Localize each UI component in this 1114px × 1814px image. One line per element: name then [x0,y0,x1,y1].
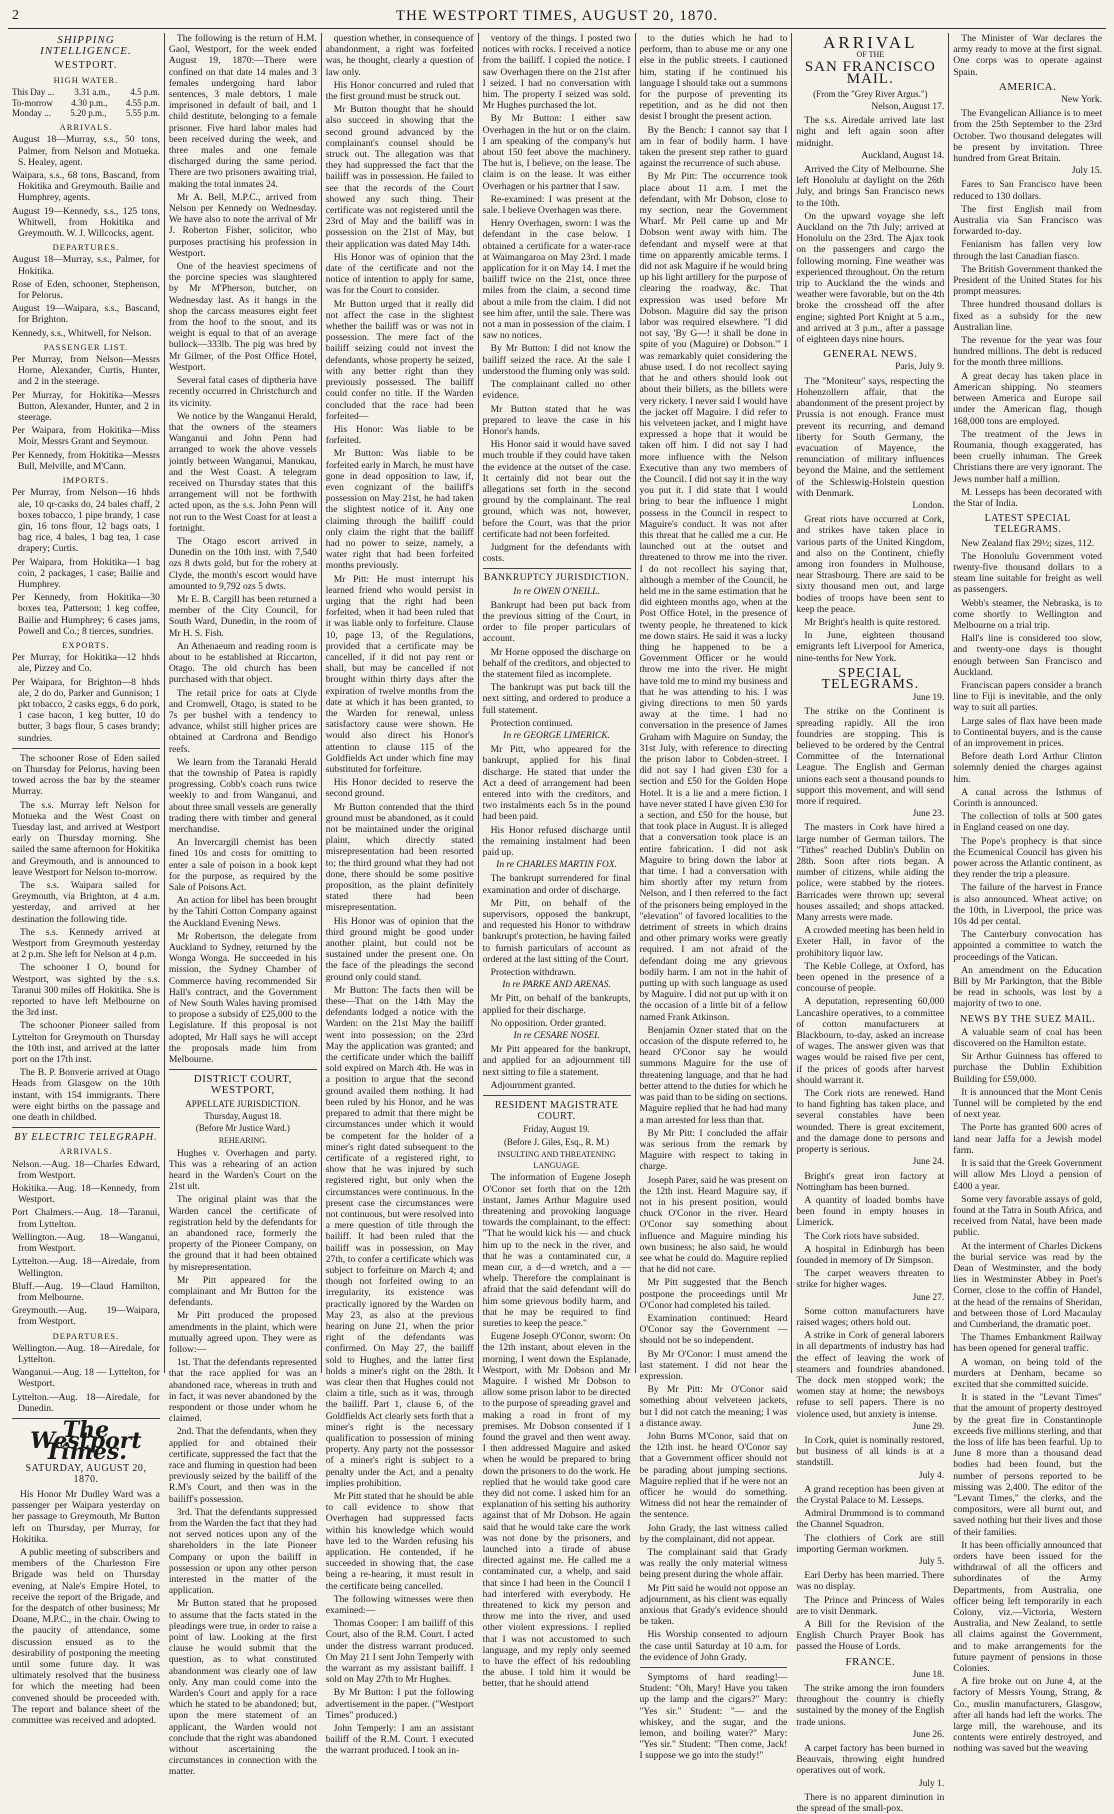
news-paragraph: It is said that the Greek Government will allow Mrs Lloyd a pension of £400 a year. [953,1158,1102,1192]
dateline: June 19. [912,693,945,704]
court-paragraph: Mr Button stated that he was prepared to leave the case in his Honor's hands. [482,403,631,437]
news-paragraph: Mr Robertson, the delegate from Auckland to Sydney, returned by the Wonga Wonga. He succeeded in his mission, the Sydney Chamber of Commerce having recommended Sir Hall's contract, and the Government of New South Wales having promised to propose a subsidy of £25,000 to the Legislature. If this proposal is not adopted, Mr Hall says he will accept the proposals made him from Melbourne. [168,930,317,1066]
page-title: THE WESTPORT TIMES, AUGUST 20, 1870. [395,7,719,24]
court-paragraph: His Worship consented to adjourn the case until Saturday at 10 a.m. for the evidence of John Grady. [639,1629,788,1663]
news-paragraph: The failure of the harvest in France is also announced. Wheat active; on the 10th, in Liverpool, the price was 10s 4d per cental. [953,882,1102,928]
rm-court-date: Friday, August 19. [523,1124,590,1135]
news-paragraph: The schooner I O, bound for Westport, was sighted by the s.s. Taranui 300 miles off Hokitika. She is reported to have left Melbourne on the 3rd inst. [12,962,160,1019]
news-paragraph: The Prince and Princess of Wales are to visit Denmark. [796,1594,945,1617]
court-paragraph: His Honor said it would have saved much trouble if they could have taken the evidence at the outset of the case. It certainly did not bear out the allegations set forth in the second ground by the complainant. The real ground, which was not, however, before the Court, was that the prior certificate had not been forfeited. [482,439,631,540]
court-paragraph: Bankrupt had been put back from the previous sitting of the Court, in order to file proper particulars of account. [482,599,631,645]
case-title: In re CHARLES MARTIN FOX. [496,860,617,871]
news-paragraph: In Cork, quiet is nominally restored, but business of all kinds is at a standstill. [796,1434,945,1469]
france-heading: FRANCE. [845,1655,896,1668]
suez-mail-heading: NEWS BY THE SUEZ MAIL. [960,1013,1096,1025]
court-paragraph: The information of Eugene Joseph O'Conor set forth that on the 12th instant, James Arthur Maguire used threatening and provoking language towards the complainant, to the effect: "That he would kick his — and chuck him up to the neck in the river, and that he was a contaminated cur, a mean cur, a d—d wretch, and a — whelp. Therefore the complainant is afraid that the said defendant will do him some grievous bodily harm, and that he may be required to find sureties to keep the peace." [482,1172,631,1329]
court-paragraph: 1st. That the defendants represented that the race applied for was an abandoned race, whereas in truth and in fact, it was never abandoned by the respondent or those under whom he claimed. [168,1357,317,1425]
news-paragraph: The s.s. Kennedy arrived at Westport from Greymouth yesterday at 2 p.m. She left for Nelson at 4 p.m. [12,926,160,961]
dateline: June 24. [912,1157,945,1168]
list-item: Waipara, s.s., 68 tons, Bascand, from Hokitika and Greymouth. Bailie and Humphrey, agents. [12,170,160,204]
news-paragraph: The treatment of the Jews in Roumania, though exaggerated, has been cruelly inhuman. The Greek Christians there are very ignorant. The Jews number half a million. [953,428,1102,485]
news-paragraph: Admiral Drummond is to command the Channel Squadron. [796,1508,945,1531]
court-paragraph: Mr Button contended that the third ground must be abandoned, as it could not be maintained under the original plaint, which directly stated misrepresentation had been resorted to; the third ground what they had not done, there should be some positive proposition, as the plaint definitely stated there had been misrepresentation. [325,801,474,914]
news-paragraph: The "Moniteur" says, respecting the Hohenzollern affair, that the abandonment of the present project by Prussia is not enough. France must prevent its recurring, and demand liberty for South Germany, the evacuation of Mayence, the renunciation of military influences beyond the Maine, and the settlement of the Schleswig-Holstein question with Denmark. [796,375,945,499]
telegraph-departures-list [12,1343,160,1414]
anecdote-paragraph: Symptoms of hard reading!—Student: "Oh, Mary! Have you taken up the lamp and the cigars?" Mary: "Yes sir." Student: "— and the whiskey, and the sugar, and the lemon, and boiling water?" Mary: "Yes sir." Student: "Then come, Jack! I suppose we go into the study!" [639,1672,788,1762]
court-paragraph: His Honor was of opinion that the date of the certificate and not the notice of intention to apply for same, was for the Court to consider. [325,251,474,297]
list-item: Wanganui.—Aug. 18 — Lyttelton, for Westport. [12,1367,160,1390]
news-paragraph: The strike on the Continent is spreading rapidly. All the iron foundries are stopping. This is believed to be ordered by the Central Committee of the International League. The English and German unions each sent a thousand pounds to support this movement, and will send more if required. [796,706,945,807]
list-item: Kennedy, s.s., Whitwell, for Nelson. [12,327,152,339]
case-title: In re GEORGE LIMERICK. [503,730,610,741]
news-paragraph: The Pope's prophecy is that since the Ecumenical Council has given his power across the Atlantic continent, as they render the trip a pleasure. [953,835,1102,881]
column-1 [8,33,165,1727]
court-paragraph: Mr Pitt produced the proposed amendments in the plaint, which were mutually agreed upon. They were as follow:— [168,1310,317,1355]
list-item: Per Kennedy, from Hokitika—Messrs Bull, Melville, and M'Cann. [12,449,160,472]
court-paragraph: The bankrupt surrendered for final examination and order of discharge. [482,873,631,896]
news-paragraph: Bright's great iron factory at Nottingham has been burned. [796,1170,945,1193]
court-paragraph: The bankrupt was put back till the next sitting, and ordered to produce a full statement. [482,682,631,716]
source-line: (From the "Grey River Argus.") [813,88,928,99]
news-paragraph: The Porte has granted 600 acres of land near Jaffa for a Jewish model farm. [953,1122,1102,1156]
list-item: Per Murray, from Nelson—Messrs Horne, Alexander, Curtis, Hunter, and 2 in the steerage. [12,354,160,388]
list-item: Wellington.—Aug. 18—Airedale, for Lyttelton. [12,1342,160,1365]
court-paragraph: Mr Button urged that it really did not affect the case in the slightest whether the bailiff was or was not in possession. The mere fact of the bailiff seizing could not invest the defendants, whose property he seized, with any better right than they previously possessed. The bailiff could confer no title. If the Warden concluded that the race had been forfeited— [325,298,474,422]
dateline: July 4. [918,1470,945,1481]
bankruptcy-heading: BANKRUPTCY JURISDICTION. [483,573,630,584]
news-paragraph: Mr E. B. Cargill has been returned a member of the City Council, for South Ward, Dunedin, in the room of Mr H. S. Fish. [168,593,317,639]
dateline: July 5. [918,1557,945,1567]
general-news-heading: GENERAL NEWS. [823,348,918,361]
news-paragraph: A fire broke out on June 4, at the factory of Messrs Young, Strang, & Co., muslin manufacturers, Glasgow, after all hands had left the works. The large mill, the warehouse, and its contents were entirely destroyed, and nothing was saved but the weaving [953,1676,1102,1755]
court-paragraph: Protection withdrawn. [490,967,576,979]
court-paragraph: ventory of the things. I posted two notices with rocks. I received a notice from the bailiff. I copied the notice. I saw Overhagen there on the 21st after I seized. I had no conversation with him. The property I seized was sold. Mr Hughes purchased the lot. [482,33,631,112]
imports-list [12,487,160,637]
special-telegrams-heading: SPECIAL TELEGRAMS. [821,665,920,692]
case-title: In re CESARE NOSEI. [513,1031,600,1042]
court-paragraph: Re-examined: I was present at the sale. I believe Overhagen was there. [482,193,631,217]
column-4 [479,33,636,1690]
news-paragraph: The schooner Rose of Eden sailed on Thursday for Pelorus, having been towed across the bar by the steamer Murray. [12,752,160,798]
list-item: Bluff.—Aug. 19—Claud Hamilton, from Melbourne. [12,1280,160,1303]
court-paragraph: John Burns M'Conor, said that on the 12th inst. he heard O'Conor say that a Government officer should not be parading about jumping sections. Maguire replied that if he were not an officer he would do something. Witness did not hear the remainder of the sentence. [639,1430,788,1521]
court-paragraph: Mr Pitt stated that he should be able to call evidence to show that Overhagen had suppressed facts within his knowledge which would have led to the Warden refusing his application. He contended, if he succeeded in showing that, the case being a re-hearing, it must result in the certificate being cancelled. [325,1491,474,1592]
list-item: Lyttelton.—Aug. 18—Airedale, from Wellington. [12,1256,160,1279]
list-item: Port Chalmers.—Aug. 18—Taranui, from Lyttelton. [12,1207,160,1230]
court-paragraph: Mr Pitt suggested that the Bench postpone the proceedings until Mr O'Conor had completed his tailed. [639,1277,788,1311]
tide-row: Monday ... 5.20 p.m., 5.55 p.m. [12,108,160,119]
news-paragraph: Some very favorable assays of gold, found at the Tatra in South Africa, and received from Natal, have been made public. [953,1193,1102,1239]
news-paragraph: An action for libel has been brought by the Tahiti Cotton Company against the Auckland Evening News. [168,895,317,929]
imports-heading: IMPORTS. [62,475,110,486]
court-paragraph: question whether, in consequence of abandonment, a right was forfeited was, he thought, clearly a question of law only. [325,33,474,78]
court-paragraph: The complainant said that Grady was really the only material witness being present during the whole affair. [639,1547,788,1581]
dateline: July 1. [918,1778,945,1789]
news-paragraph: A carpet factory has been burned in Beauvais, throwing eight hundred operatives out of work. [796,1743,945,1777]
list-item: Greymouth.—Aug. 19—Waipara, from Westport. [12,1305,160,1328]
news-paragraph: Earl Derby has been married. There was no display. [796,1570,945,1593]
news-paragraph: The following is the return of H.M. Gaol, Westport, for the week ended August 19, 1870:—There were confined on that date 14 males and 3 females undergoing hard labor sentences, 3 male debtors, 1 male imprisoned in default of bail, and 1 child destitute, belonging to a female prisoner. Five hard labor males had been received during the week, and three males and one female discharged during the same period. There are two prisoners awaiting trial, making the total inmates 24. [168,33,317,190]
court-subheading: APPELLATE JURISDICTION. [185,1098,301,1109]
list-item: Hokitika.—Aug. 18—Kennedy, from Westport. [12,1183,160,1206]
dateline: July 15. [1071,166,1102,177]
list-item: Wellington.—Aug. 18—Wanganui, from Westport. [12,1231,160,1255]
court-paragraph: Mr Pitt appeared for the complainant and Mr Button for the defendants. [168,1274,317,1309]
news-paragraph: A Bill for the Revision of the English Church Prayer Book has passed the House of Lords. [796,1619,945,1653]
dateline: June 27. [912,1292,945,1303]
rm-court-before: (Before J. Giles, Esq., R. M.) [503,1136,610,1147]
column-5 [636,33,793,1762]
high-water-heading: HIGH WATER. [53,74,119,85]
column-3 [322,33,479,1757]
court-paragraph: Mr Horne opposed the discharge on behalf of the creditors, and objected to the statement filed as incomplete. [482,646,631,680]
list-item: Rose of Eden, schooner, Stephenson, for Pelorus. [12,278,160,302]
court-paragraph: By Mr Pitt: The occurrence took place about 11 a.m. I met the defendant, with Mr Dobson, close to my section, near the Government Wharf. Mr Pell came up and Mr Dobson went away with him. The defendant and myself were at that time on apparently amicable terms. I did not ask Maguire if he would bring up his light artillery for the purpose of clearing the roadway, &c. That expression was used before Mr Dobson. Maguire did say the prison labor was required elsewhere. "I did not say, 'By G—! it shall be done in spite of you (Maguire) or Dobson.'" I was remarkably quiet considering the abuse used. I do not recollect saying that he and others should look out about their billets, as the billets were very rickety. I never said I would have the jacket off Maguire. I did refer to his velveteen jacket, and I might have expressed a hope that it would be taken off him. I did not say I had more influence with the Nelson Executive than any two members of the Council. I did not say it in the way you put it. I did state that I would bring to bear the influence I might possess in the Council in respect to Maguire's conduct. It was not after this threat that he called me a cur. He launched out at the outset and threatened to throw me into the river. I do not recollect his saying that, although a member of the Council, he held me in the same estimation that he did eighteen months ago, when at the Post Office Hotel, in the presence of twenty people, he threatened to kick me down stairs. He said it was a lucky thing he happened to be a Government Officer or he would throw me into the river. He might have told me to mind my business and that he was attending to his. I was giving directions to men 50 yards away at the time. I had no conversation in the presence of James Graham with Maguire on Sunday, the 31st July, with reference to directing the prison labor to Cobden-street. I did not say I had given £30 for a section and £50 for the Golden Hope Hotel. It is a lie and a mere fiction. I have never stated I have given £30 for a section, and £50 for the house, but that took place in August. It is alleged that a conversation took place is an entire fabrication. I did not ask Maguire to bring down the labor at that time. I had a conversation with him shortly after my return from Nelson, and I then referred to the fact of the prisoners being employed in the "elevation" of favored localities to the detriment of streets in which drains and other primary works were greatly required. I am not afraid of the defendant doing me any grievous bodily harm. I am not in the habit of putting up with such language as used by Maguire. I did not put up with it on the occasion of a little bit of a fellow named Frank Atkinson. [639,171,788,1023]
court-paragraph: Mr Pitt, on behalf of the supervisors, opposed the bankrupt, and requested his Honor to withdraw bankrupt's protection, he having failed to furnish particulars of account as ordered at the last sitting of the Court. [482,897,631,965]
newspaper-nameplate: The Westport Times. [30,1416,142,1466]
news-paragraph: The Thames Embankment Railway has been opened for general traffic. [953,1332,1102,1355]
of-the-label: OF THE [856,50,885,60]
court-paragraph: No opposition. Order granted. [490,1017,606,1029]
news-paragraph: The schooner Pioneer sailed from Lyttelton for Greymouth on Thursday the 10th inst, and arrived at the latter port on the 17th inst. [12,1020,160,1066]
court-paragraph: Eugene Joseph O'Conor, sworn: On the 12th instant, about eleven in the morning, I went down the Esplanade, Westport, with Mr Dobson and Mr Maguire. I wished Mr Dobson to allow some prison labor to be directed to the purpose of spreading gravel and making a road in front of my premises. Mr Dobson consented if I found the gravel and then went away. I then addressed Maguire and asked when he would be prepared to bring down the prisoners to do the work. He replied that he would take good care they did not come. I asked him for an explanation of his setting his authority against that of Mr Dobson. He again said that he would take care the work was not done by the prisoners, and launched into a tirade of abuse directed against me. He called me a contaminated cur, a whelp, and said that since I had been in the Council I had interfered with everybody. He threatened to kick my person and throw me into the river, and used other violent expressions. I replied that I was not accustomed to such language, and my reply only seemed to have the effect of his redoubling the abuse. I told him it would be better, that he should attend [482,1331,631,1690]
news-paragraph: A canal across the Isthmus of Corinth is announced. [953,786,1102,809]
passenger-list-heading: PASSENGER LIST. [43,341,129,352]
news-paragraph: The s.s. Airedale arrived late last night and left again soon after midnight. [796,115,945,149]
news-paragraph: Some cotton manufacturers have raised wages; others hold out. [796,1305,945,1328]
court-paragraph: to the duties which he had to perform, than to abuse me or any one else in the public streets. I cautioned him, stating if he continued his language I should take out a summons for the purpose of preventing its repetition, and as he did not then desist I brought the present action. [639,33,788,123]
section-heading: SHIPPING INTELLIGENCE. [40,34,132,58]
news-paragraph: Hall's line is considered too slow, and twenty-one days is thought enough between San Francisco and Auckland. [953,633,1102,678]
news-paragraph: The clothiers of Cork are still importing German workmen. [796,1532,945,1555]
court-paragraph: John Temperly: I am an assistant bailiff of the R.M. Court. I executed the warrant produced. I took an in- [325,1723,474,1757]
news-paragraph: The s.s. Murray left Nelson for Motueka and the West Coast on Tuesday last, and arrived at Westport early on Thursday morning. She sailed the same afternoon for Hokitika and Greymouth, and is announced to leave Westport for Nelson to-morrow. [12,799,160,878]
court-paragraph: John Grady, the last witness called by the complainant, did not appear. [639,1522,788,1545]
court-case-type: REHEARING. [218,1136,267,1146]
mail-heading: SAN FRANCISCO MAIL. [804,59,936,87]
news-paragraph: A quantity of loaded bombs have been found in empty houses in Limerick. [796,1194,945,1229]
news-paragraph: An Invercargill chemist has been fined 10s and costs for omitting to enter a sale of poison in a book kept for the purpose, as required by the Sale of Poisons Act. [168,837,317,894]
court-paragraph: By Mr Button: I put the following advertisement in the paper. ("Westport Times" produced.) [325,1687,474,1721]
news-paragraph: The Cork riots have subsided. [804,1230,920,1242]
news-paragraph: The revenue for the year was four hundred millions. The debt is reduced for the month three millions. [953,335,1102,369]
news-paragraph: Franciscan papers consider a branch line to Fiji is inevitable, and the only way to suit all parties. [953,679,1102,714]
news-paragraph: Before death Lord Arthur Clinton solemnly denied the charges against him. [953,751,1102,785]
court-date: Thursday, August 18. [204,1110,282,1121]
news-paragraph: A hospital in Edinburgh has been founded in memory of Dr Simpson. [796,1243,945,1266]
exports-list [12,652,160,744]
news-paragraph: An Athenaeum and reading room is about to be established at Riccarton, Otago. The old church has been purchased with that object. [168,640,317,686]
list-item: Per Waipara, for Brighton—8 hhds ale, 2 do do, Parker and Gunnison; 1 pkt tobacco, 2 casks eggs, 6 do pork, 1 case bacon, 1 keg butter, 10 do butter, 3 bags flour, 5 cases brandy; sundries. [12,676,160,744]
news-paragraph: The B. P. Bonverie arrived at Otago Heads from Glasgow on the 10th instant, with 154 immigrants. There were eight births on the passage and one death in childbed. [12,1067,160,1124]
news-paragraph: The Cork riots are renewed. Hand to hand fighting has taken place, and several constables have been wounded. There is great excitement, and the damage done to persons and property is serious. [796,1088,945,1156]
court-paragraph: Protection continued. [490,717,573,729]
news-paragraph: New Zealand flax 29½; sizes, 112. [961,537,1095,549]
list-item: Nelson.—Aug. 18—Charles Edward, from Westport. [12,1158,160,1181]
telegraph-departures-heading: DEPARTURES. [52,1330,120,1341]
court-paragraph: 2nd. That the defendants, when they applied for and obtained their certificate, suppressed the fact that the race and fluming in question had been previously seized by the bailiff of the R.M's Court, and then was in the bailiff's possession. [168,1426,317,1505]
america-heading: AMERICA. [998,80,1057,93]
news-paragraph: We notice by the Wanganui Herald, that the owners of the steamers Wanganui and John Penn had arranged to work the above vessels jointly between Wanganui, Manukau, and the West Coast. A telegram received on Thursday states that this arrangement will not be forthwith acted upon, as the s.s. John Penn will not run to the West Coast for at least a fortnight. [168,410,317,534]
arrivals-list [12,134,160,239]
court-paragraph: By Mr O'Conor: I must amend the last statement. I did not hear the expression. [639,1348,788,1382]
court-paragraph: The following witnesses were then examined:— [325,1593,474,1617]
dateline: London. [912,500,945,511]
news-paragraph: At the interment of Charles Dickens the burial service was read by the Dean of Westminster, and the body lies in Westminster Abbey in Poet's Corner, close to the coffin of Handel, at the head of the remains of Sheridan, and between those of Lord Macaulay and Cumberland, the dramatic poet. [953,1240,1102,1330]
court-heading: DISTRICT COURT, WESTPORT, [193,1073,292,1097]
list-item: Per Waipara, from Hokitika—Miss Moir, Messrs Grant and Seymour. [12,425,160,448]
news-paragraph: A grand reception has been given at the Crystal Palace to M. Lesseps. [796,1483,945,1506]
dateline: June 26. [912,1729,945,1740]
court-paragraph: By Mr Pitt: I concluded the affair was serious from the remark by Maguire with respect to taking in charge. [639,1127,788,1173]
court-paragraph: Thomas Cooper: I am bailiff of this Court, also of the R.M. Court. I acted under the distress warrant produced. On May 21 I sent John Temperly with the warrant as my assistant bailiff. I sold on May 27th to Mr Hughes. [325,1618,474,1686]
news-paragraph: There is no apparent diminution in the spread of the small-pox. [796,1791,945,1814]
arrivals-heading: ARRIVALS. [59,122,113,133]
list-item: Lyttelton.—Aug. 18—Airedale, for Dunedin. [12,1391,160,1414]
news-paragraph: Three hundred thousand dollars is fixed as a subsidy for the new Australian line. [953,299,1102,333]
latest-telegrams-heading: LATEST SPECIAL TELEGRAMS. [984,513,1071,536]
court-paragraph: His Honor: Was liable to be forfeited. [325,423,474,447]
court-paragraph: Adjournment granted. [490,1079,576,1091]
news-paragraph: Sir Arthur Guinness has offered to purchase the Dublin Exhibition Building for £59,000. [953,1051,1102,1085]
news-paragraph: The masters in Cork have hired a large number of German tailors. The "Tithes" reached Dublin's Dublin on 28th. Soon after riots began. A number of citizens, while aiding the police, were stabbed by the rioters. Barricades were thrown up; several houses assailed; and shops attacked. Many arrests were made. [796,822,945,924]
rm-court-heading: RESIDENT MAGISTRATE COURT. [494,1100,619,1123]
port-heading: WESTPORT. [54,60,118,72]
court-paragraph: His Honor refused discharge until the remaining instalment had been paid up. [482,824,631,859]
arrival-heading: ARRIVAL [823,33,918,52]
court-paragraph: By Mr Button: I did not know the bailiff seized the race. At the sale I understood the fluming only was sold. [482,343,631,377]
dateline: New York. [1061,95,1102,106]
court-paragraph: Mr Button: The facts then will be these—That on the 14th May the defendants lodged a notice with the Warden: on the 21st May the bailiff went into possession; on the 23rd May the application was granted; and the certificate under which the bailiff sold expired on March 4th. He was in a position to argue that the second ground availed them nothing. It had been ruled by his Honor, and he was prepared to admit that there might be circumstances under which it would be competent for the holder of a miner's right dated subsequent to the certificate of a registered right, to show that he was injured by such registered right, but only when the circumstances were continuous. In the present case the circumstances were not continuous, but were resolved into a mere question of title through the bailiff. It had been ruled that the bailiff was in possession, on May 27th, to confer a certificate which was subject to forfeiture on March 4; and though not forfeited owing to an irregularity, its existence was practically ignored by the Warden on May 23, as also at the previous hearing on June 21, when the prior right of the defendants was confirmed. On May 27, the bailiff sold to Hughes, and the latter first holds a miner's right on the 28th. It was clear then that Hughes could not claim a title, such as it was, through the bailiff. Part 1, clause 6, of the Goldfields Act clearly sets forth that a miner's right is the necessary qualification to possession of mining property. Any party not the possessor of a miner's right is subject to a penalty under the Act, and a penalty implies prohibition. [325,984,474,1489]
news-paragraph: The Evangelican Alliance is to meet from the 25th September to the 23rd October. Two thousand delegates will be present by invitation. Three hundred from Great Britain. [953,108,1102,165]
court-paragraph: By the Bench: I cannot say that I am in fear of bodily harm. I have taken the present step rather to guard against the recurrence of such abuse. [639,124,788,170]
news-paragraph: The strike among the iron founders throughout the country is chiefly sustained by the money of the English trade unions. [796,1683,945,1728]
court-paragraph: Judgment for the defendants with costs. [482,541,631,565]
news-paragraph: The s.s. Waipara sailed for Greymouth, via Brighton, at 4 a.m. yesterday, and arrived at her destination the following tide. [12,880,160,925]
news-paragraph: It has been officially announced that orders have been issued for the withdrawal of all the officers and subordinates of the Army Departments, from Australia, one officer being left temporarily in each Colony, viz.—Victoria, Western Australia, and New Zealand, to settle all claims against the Government, and to make arrangements for the future payment of pensions in those Colonies. [953,1539,1102,1675]
court-paragraph: Mr Pitt, on behalf of the bankrupts, applied for their discharge. [482,993,631,1016]
list-item: August 19—Kennedy, s.s., 125 tons, Whitwell, from Hokitika and Greymouth. W. J. Willcocks, agent. [12,205,160,240]
telegraph-arrivals-heading: ARRIVALS. [59,1146,113,1157]
court-paragraph: Benjamin Ozner stated that on the occasion of the dispute referred to, he heard O'Conor say he would summons Maguire for the use of threatening language, and that he had better attend to the duties for which he was paid than to be siding on sections. Maguire replied that he had had many a man arrested for less than that. [639,1024,788,1126]
list-item: August 18—Murray, s.s., Palmer, for Hokitika. [12,254,160,277]
list-item: Per Murray, from Nelson—16 hhds ale, 10 qr-casks do, 24 bales chaff, 2 boxes tobacco, 1 pipe brandy, 1 case gin, 16 tons flour, 12 bags oats, 1 bag rice, 4 bales, 1 bag tea, 1 case drapery; Curtis. [12,487,160,555]
column-6 [792,33,949,1814]
column-2 [165,33,322,1778]
leader-paragraph: A public meeting of subscribers and members of the Charleston Fire Brigade was held on Thursday evening, at Nale's Empire Hotel, to receive the report of the Brigade, and for the despatch of other business; Mr Doane, M.P.C., in the chair. Owing to the paucity of attendance, some discussion ensued as to the desirability of postponing the meeting until some future day. It was ultimately resolved that the business for which the meeting had been convened should be proceeded with. The report and balance sheet of the committee was received and adopted. [12,1546,160,1727]
court-paragraph: Joseph Parer, said he was present on the 12th inst. Heard Maguire say, if not in his present position, would chuck O'Conor in the river. Heard O'Conor say something about influence and Maguire minding his own business; he also said, he would see what he could do. Maguire replied that he did not care. [639,1174,788,1276]
list-item: August 18—Murray, s.s., 50 tons, Palmer, from Nelson and Motueka. S. Healey, agent. [12,134,160,168]
list-item: Per Waipara, from Hokitika—1 bag coin, 2 packages, 1 case; Bailie and Humphrey. [12,556,160,590]
page-number: 2 [12,8,19,23]
news-paragraph: Great riots have occurred at Cork, and strikes have taken place in various parts of the United Kingdom, and also on the Continent, chiefly among iron founders in Mulhouse, near Strasbourg. There are said to be sixty thousand men out, and large bodies of troops have been sent to keep the peace. [796,514,945,615]
passenger-list [12,354,160,472]
court-paragraph: Mr Button: Was liable to be forfeited early in March, he must have gone in dead opposition to law, if, even cognizant of the bailiff's possession on May 21st, he had taken the slightest notice of it. Any one claiming through the bailiff could only claim the right that the bailiff had no power to seize, namely, a water right that had been forfeited months previously. [325,448,474,572]
court-paragraph: 3rd. That the defendants suppressed from the Warden the fact that they had not served notices upon any of the shareholders in the late Pioneer Company or upon the bailiff in possession or upon any other person interested in the matter of the application. [168,1506,317,1597]
dateline: June 23. [912,809,945,820]
court-paragraph: Mr Pitt, who appeared for the bankrupt, applied for his final discharge. He stated that under the Act a deed of arrangement had been entered into with the creditors, and two instalments each 5s in the pound had been paid. [482,744,631,823]
news-paragraph: We learn from the Taranaki Herald that the township of Patea is rapidly progressing. Cobb's coach runs twice weekly to and from Wanganui, and about three small vessels are generally trading there with timber and general merchandise. [168,756,317,836]
news-paragraph: An amendment on the Education Bill by Mr Parkington, that the Bible be read in schools, was lost by a majority of two to one. [953,964,1102,1010]
tide-row: This Day ... 3.31 a.m., 4.5 p.m. [12,86,160,97]
list-item: August 19—Waipara, s.s., Bascand, for Brighton. [12,303,160,326]
court-paragraph: Mr Pitt appeared for the bankrupt, and applied for an adjournment till next sitting to file a statement. [482,1044,631,1078]
court-paragraph: The complainant called no other evidence. [482,379,631,402]
news-paragraph: A crowded meeting has been held in Exeter Hall, in favor of the prohibitory liquor law. [796,925,945,959]
news-paragraph: The Canterbury convocation has appointed a committee to watch the proceedings of the Vatican. [953,929,1102,963]
leader-paragraph: His Honor Mr Dudley Ward was a passenger per Waipara yesterday on her passage to Greymouth, Mr Button left on Thursday, per Murray, for Hokitika. [12,1488,160,1545]
news-paragraph: It is announced that the Mont Cenis Tunnel will be completed by the end of next year. [953,1086,1102,1121]
news-paragraph: The British Government thanked the President of the United States for his prompt measures. [953,263,1102,298]
news-paragraph: The collection of tolls at 500 gates in England ceased on one day. [953,811,1102,834]
court-paragraph: His Honor concurred and ruled that the first ground must be struck out. [325,79,474,103]
news-paragraph: A woman, on being told of the murders at Denham, became so excited that she committed suicide. [953,1356,1102,1390]
dateline: June 29. [912,1421,945,1432]
departures-heading: DEPARTURES. [52,242,120,253]
court-paragraph: The original plaint was that the Warden cancel the certificate of registration held by the defendants for an abandoned race, formerly the property of the Pioneer Company, on the ground that it had been obtained by misrepresentation. [168,1194,317,1273]
telegraph-heading: BY ELECTRIC TELEGRAPH. [14,1132,158,1144]
news-paragraph: Arrived the City of Melbourne. She left Honolulu at daylight on the 26th July, and brings San Francisco news to the 10th. [796,164,945,209]
court-before: (Before Mr Justice Ward.) [195,1123,290,1134]
tide-table [12,87,160,119]
court-paragraph: By Mr Button: I either saw Overhagen in the hut or on the claim. I am speaking of the company's hut about 150 feet above the machinery. The hut is, I believe, on the lease. The claim is on the lease. It was either Overhagen or his partner that I saw. [482,113,631,192]
column-7 [949,33,1106,1755]
court-paragraph: Mr Pitt: He must interrupt his learned friend who would persist in urging that the right had been forfeited, when it had been ruled that it was liable only to forfeiture. Clause 10, page 13, of the Regulations, provided that a certificate may be cancelled, if it did not pay rent or shall, but may be cancelled if not brought within thirty days after the expiration of twelve months from the date at which it has been granted, to the Warden for renewal, unless satisfactory cause were shown. He would also direct his Honor's attention to clause 115 of the Goldfields Act under which fine may substituted for forfeiture. [325,573,474,775]
news-paragraph: Several fatal cases of diptheria have recently occurred in Christchurch and its vicinity. [168,375,317,409]
news-paragraph: The Otago escort arrived in Dunedin on the 10th inst. with 7,540 ozs 8 dwts gold, but for the robery at Clyde, the month's escort would have amounted to 9,792 ozs 5 dwts. [168,535,317,592]
news-paragraph: The Honolulu Government voted twenty-five thousand dollars to a steam line suitable for freight as well as passengers. [953,550,1102,596]
news-paragraph: A valuable seam of coal has been discovered on the Hamilton estate. [953,1026,1102,1050]
news-paragraph: M. Lesseps has been decorated with the Star of India. [953,486,1102,509]
court-paragraph: Mr Button thought that he should also succeed in showing that the second ground advanced by the complainant's counsel should be struck out. The allegation was that they had suppressed the fact that the bailiff was in possession. He failed to see that the records of the Court showed any such thing. Their certificate was not registered until the 23rd of May and the bailiff was in possession on the 21st of May, but their application was dated May 14th. [325,104,474,250]
case-title: In re PARKE AND ARENAS. [502,980,611,991]
news-paragraph: The retail price for oats at Clyde and Cromwell, Otago, is stated to be 7s per bushel with a tendency to advance, whilst still higher prices are obtained at Cardrona and Bendigo reefs. [168,687,317,755]
news-paragraph: In June, eighteen thousand emigrants left Liverpool for America, nine-tenths for New York. [796,630,945,664]
news-paragraph: Mr Bright's health is quite restored. [804,616,941,628]
news-paragraph: The first English mail from Australia via San Francisco was forwarded to-day. [953,203,1102,238]
court-paragraph: Henry Overhagen, sworn: I was the defendant in the case below. I obtained a certificate for a water-race at Waimangaroa on May 23rd. I made application for it on May 14. I met the bailiff twice on the 21st, once three miles from the claim, a second time about a mile from the claim. I did not see him after, until the sale. There was not a man in possession of the claim. I saw no notices. [482,218,631,342]
issue-date: SATURDAY, AUGUST 20, 1870. [25,1462,147,1485]
news-paragraph: The Minister of War declares the army ready to move at the first signal. One corps was to operate against Spain. [953,33,1102,78]
news-paragraph: The Keble College, at Oxford, has been opened in the presence of a concourse of people. [796,960,945,995]
news-paragraph: It is stated in the "Levant Times" that the amount of property destroyed by the great fire in Constantinople exceeds five millions sterling, and that the loss of life has been fearful. Up to June 8 more than a thousand dead bodies had been found, but the number of persons reported to be missing was 2,400. The editor of the "Levant Times," the clerks, and the compositors, were all burnt out, and saved nothing but their lives and those of their families. [953,1392,1102,1538]
dateline: Paris, July 9. [895,362,945,373]
news-paragraph: Fares to San Francisco have been reduced to 130 dollars. [953,179,1102,202]
list-item: Per Murray, for Hokitika—12 hhds ale, Pizzey and Co. [12,652,160,675]
departures-list [12,254,160,338]
dateline: Nelson, August 17. [871,102,945,113]
list-item: Per Murray, for Hokitika—Messrs Button, Alexander, Hunter, and 2 in steerage. [12,389,160,424]
court-paragraph: Mr Pitt said he would not oppose an adjournment, as his client was equally anxious that Grady's evidence should be taken. [639,1582,788,1628]
list-item: Per Kennedy, from Hokitika—30 boxes tea, Patterson; 1 keg coffee, Bailie and Humphrey; 6 cases jams, Powell and Co.; 8 tierces, sundries. [12,592,160,637]
news-paragraph: Mr A. Bell, M.P.C., arrived from Nelson per Kennedy on Wednesday. We have also to note the arrival of Mr J. Roberton Fisher, solicitor, who purposes practising his profession in Westport. [168,191,317,259]
news-paragraph: The carpet weavers threaten to strike for higher wages. [796,1268,945,1291]
court-paragraph: His Honor decided to reserve the second ground. [325,777,474,800]
case-title: In re OWEN O'NEILL. [513,586,600,597]
news-paragraph: A great decay has taken place in American shipping. No steamers between America and Europe sail under the American flag, though 168,000 tons are employed. [953,370,1102,427]
news-paragraph: On the upward voyage she left Auckland on the 7th July; arrived at Honolulu on the 23rd. The Ajax took on the passengers and cargo the following morning. Fine weather was experienced throughout. On the return trip to Auckland the the winds and weather were favorable, but on the 4th broke the crosshead off the after engine; sighted Port Knight at 5 a.m., and arrived at 3 p.m., after a passage of eighteen days nine hours. [796,210,945,346]
news-paragraph: Large sales of flax have been made to Continental buyers, and is the cause of an improvement in prices. [953,715,1102,749]
telegraph-arrivals-list [12,1159,160,1328]
dateline: June 18. [912,1669,945,1680]
court-paragraph: His Honor was of opinion that the third ground might be good under another plaint, but could not be sustained under the present one. On the face of the pleadings the second ground only could stand. [325,915,474,983]
news-paragraph: A strike in Cork of general laborers in all departments of industry has had the effect of leaving the work of steamers and foundries abandoned. The dock men stopped work; the women stay at home; the newsboys refuse to sell papers. There is no violence used, but anxiety is intense. [796,1330,945,1420]
court-paragraph: Hughes v. Overhagen and party. This was a rehearing of an action heard in the Warden's Court on the 21st ult. [168,1147,317,1193]
news-paragraph: Webb's steamer, the Nebraska, is to come shortly to Wellington and Melbourne on a trial trip. [953,597,1102,631]
masthead [8,6,1106,29]
rm-case-type: INSULTING AND THREATENING LANGUAGE. [497,1149,616,1171]
news-paragraph: One of the heaviest specimens of the porcine species was slaughtered by Mr M'Pherson, butcher, on Wednesday last. As it hangs in the shop the carcass measures eight feet from the hoof to the snout, and its weight is equal to that of an average bullock—333lb. The pig was bred by Mr Gilmer, of the Post Office Hotel, Westport. [168,261,317,373]
news-paragraph: A deputation, representing 60,000 Lancashire operatives, to a committee of cotton manufacturers at Blackbourn, to-day, asked an increase of wages. The answer given was that wages would be raised five per cent, if the prices of goods after harvest should warrant it. [796,996,945,1086]
tide-row: To-morrow 4.30 p.m., 4.55 p.m. [12,97,160,108]
news-paragraph: Fenianism has fallen very low through the last Canadian fiasco. [953,239,1102,262]
dateline: Auckland, August 14. [861,150,945,161]
court-paragraph: By Mr Pitt: Mr O'Conor said something about velveteen jackets, but I did not catch the meaning; I was a distance away. [639,1384,788,1429]
exports-heading: EXPORTS. [62,639,110,650]
court-paragraph: Mr Button stated that he proposed to assume that the facts stated in the pleadings were true, in order to raise a point of law. Looking at the first clause he would submit that the question, as to what constituted abandonment was clearly one of law only. Any man could come into the Warden's Court and apply for a race which he stated to be abandoned; but, upon the mere statement of an applicant, the Warden would not conclude that the right was abandoned without ascertaining the circumstances in connection with the matter. [168,1598,317,1778]
court-paragraph: Examination continued: Heard O'Conor say the Government — should not be so independent. [639,1312,788,1347]
